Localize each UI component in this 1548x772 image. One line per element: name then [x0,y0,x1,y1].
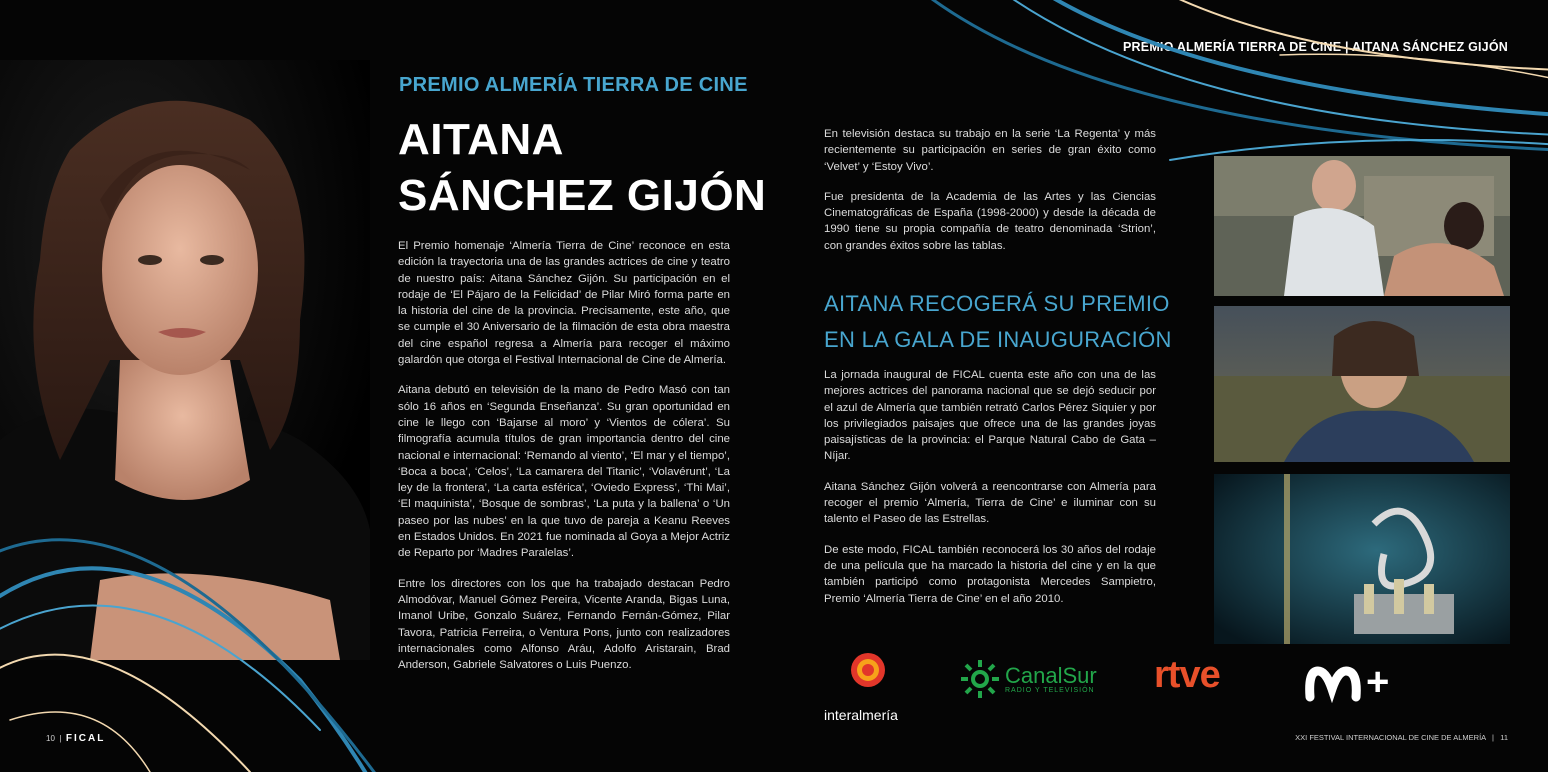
right-body-text-bottom [824,367,1156,621]
title-line-2: SÁNCHEZ GIJÓN [398,171,767,220]
canalsur-sun-icon [959,658,1001,700]
paragraph: Fue presidenta de la Academia de las Artes y las Ciencias Cinematográficas de España (1998-2000) y desde la década de 1990 tiene su propia compañía de teatro denominada ‘Strion’, con grandes éxitos sobre las tablas. [824,190,1156,252]
left-body-text [398,238,730,687]
running-head: PREMIO ALMERÍA TIERRA DE CINE | AITANA SÁNCHEZ GIJÓN [1123,40,1508,54]
movistar-plus-sign: + [1366,660,1390,704]
rtve-logo: rtve [1154,654,1220,696]
folio-right: XXI FESTIVAL INTERNACIONAL DE CINE DE ALMERÍA | 11 [1295,733,1508,742]
page-title [398,112,766,224]
page-number: 10 [46,734,55,743]
canalsur-logo-text: CanalSur [1005,662,1097,688]
subhead-line-2: EN LA GALA DE INAUGURACIÓN [824,327,1172,352]
kicker: PREMIO ALMERÍA TIERRA DE CINE [399,74,748,96]
right-page [774,0,1548,772]
paragraph: El Premio homenaje ‘Almería Tierra de Cine’ reconoce en esta edición la trayectoria una de las grandes actrices de cine y teatro de nuestro país: Aitana Sánchez Gijón. Su participación en el rodaje de ‘El Pájaro de la Felicidad’ de Pilar Miró forma parte en la historia del cine de la provincia. Precisamente, este año, que se cumple el 30 Aniversario de la filmación de esta obra maestra del cine español regresa a Almería para recoger el máximo galardón que otorga el Festival Internacional de Cine de Almería. [398,240,730,367]
subhead-line-1: AITANA RECOGERÁ SU PREMIO [824,291,1170,316]
sponsor-logos [824,640,1464,723]
right-body-text-top [824,126,1156,268]
brand-mark: FICAL [65,733,106,744]
canalsur-logo-subtext: RADIO Y TELEVISIÓN [1005,686,1095,694]
interalmeria-logo [824,650,914,723]
folio-left: 10 | FICAL [46,733,106,744]
film-still-2 [1214,306,1510,462]
page-number: 11 [1500,733,1508,742]
film-still-1 [1214,156,1510,296]
section-subheading [824,286,1184,358]
paragraph: Aitana debutó en televisión de la mano de Pedro Masó con tan sólo 16 años en ‘Segunda Enseñanza’. Su gran oportunidad en cine le llego con ‘Bajarse al moro’ y ‘Vientos de cólera’. Su filmografía acumula títulos de gran importancia dentro del cine nacional e internacional: ‘Remando al viento’, ‘El mar y el tiempo’, ‘Boca a boca’, ‘Celos’, ‘La camarera del Titanic’, ‘Volavérunt’, ‘La ley de la frontera’, ‘La carta esférica’, ‘Oviedo Express’, ‘Thi Mai’, ‘El maquinista’, ‘Bosque de sombras’, ‘La puta y la ballena’ o ‘Un paseo por las nubes’ en la que tuvo de pareja a Keanu Reeves en Estados Unidos. En 2021 fue nominada al Goya a Mejor Actriz de Reparto por ‘Madres Paralelas’. [398,384,730,560]
movistar-m-icon [1304,663,1364,703]
movistar-plus-logo [1304,660,1389,705]
canalsur-logo [959,658,1097,700]
portrait-photo [0,60,370,660]
paragraph: En televisión destaca su trabajo en la serie ‘La Regenta’ y más recientemente su participación en series de gran éxito como ‘Velvet’ y ‘Estoy Vivo’. [824,128,1156,173]
interalmeria-logo-text: interalmería [824,707,898,723]
paragraph: La jornada inaugural de FICAL cuenta este año con una de las mejores actrices del panorama nacional que se dejó seducir por el azul de Almería que también retrató Carlos Pérez Siquier y por los privilegiados paisajes que ofrece una de las grandes joyas paisajísticas de la provincia: el Parque Natural Cabo de Gata – Níjar. [824,369,1156,463]
paragraph: Aitana Sánchez Gijón volverá a reencontrarse con Almería para recoger el premio ‘Almería, Tierra de Cine’ e iluminar con su talento el Paseo de las Estrellas. [824,480,1156,526]
paragraph: Entre los directores con los que ha trabajado destacan Pedro Almodóvar, Manuel Gómez Pereira, Vicente Aranda, Bigas Luna, Imanol Uribe, Gonzalo Suárez, Fernando Fernán-Gómez, Pilar Tavora, Patricia Ferreira, o Ventura Pons, junto con realizadores internacionales como Alfonso Aráu, Adolfo Aristarain, Brad Anderson, Gabriele Salvatores o Luis Puenzo. [398,577,730,672]
festival-name: XXI FESTIVAL INTERNACIONAL DE CINE DE ALMERÍA [1295,733,1486,742]
paragraph: De este modo, FICAL también reconocerá los 30 años del rodaje de una película que ha marcado la historia del cine y en la que también participó como protagonista Mercedes Sampietro, Premio ‘Almería Tierra de Cine’ en el año 2010. [824,543,1156,605]
award-trophy-photo [1214,474,1510,644]
title-line-1: AITANA [398,115,564,164]
